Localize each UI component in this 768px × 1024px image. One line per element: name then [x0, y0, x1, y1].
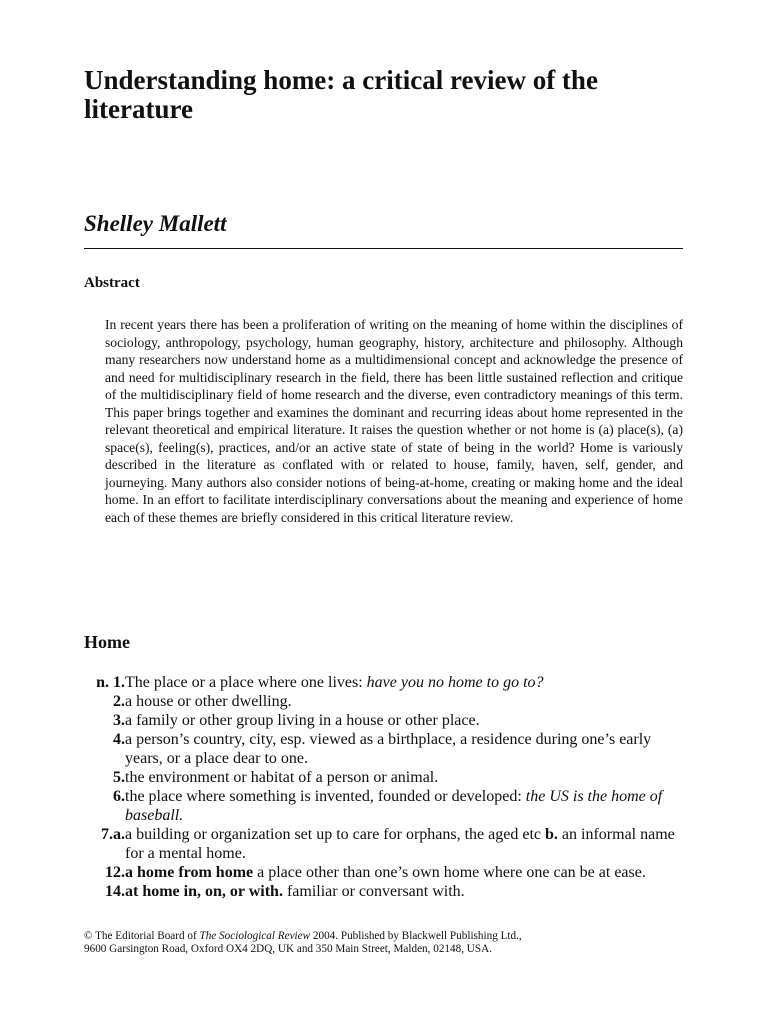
definition-body: a house or other dwelling.	[125, 693, 292, 710]
definition-body: familiar or conversant with.	[282, 883, 465, 900]
definition-item	[84, 787, 684, 825]
definition-list	[84, 673, 684, 901]
definition-text	[125, 692, 684, 711]
definition-number: 2.	[113, 693, 125, 710]
definition-body: the place where something is invented, founded or developed:	[125, 788, 526, 805]
definition-text	[125, 882, 684, 901]
definition-body: a person’s country, city, esp. viewed as a birthplace, a residence during one’s early years, or a place dear to one.	[125, 731, 652, 767]
definition-item	[84, 768, 684, 787]
definition-text	[125, 863, 684, 882]
section-heading-home: Home	[84, 632, 130, 652]
author-name: Shelley Mallett	[84, 211, 227, 236]
definition-text	[125, 768, 684, 787]
definition-text	[125, 730, 684, 768]
definition-example: the US is the home of baseball.	[125, 788, 663, 824]
article-title: Understanding home: a critical review of the literature	[84, 65, 598, 124]
copyright-prefix: © The Editorial Board of	[84, 930, 200, 942]
definition-example: have you no home to go to?	[366, 674, 544, 691]
definition-body: a building or organization set up to care for orphans, the aged etc	[125, 826, 546, 843]
definition-number: 14.	[105, 883, 125, 900]
copyright-footer	[84, 930, 704, 956]
title-divider	[84, 248, 683, 249]
definition-item	[84, 825, 684, 863]
definition-phrase: a home from home	[125, 864, 254, 881]
definition-text	[125, 825, 684, 863]
definition-phrase: at home in, on, or with.	[125, 883, 283, 900]
definition-body: the environment or habitat of a person or animal.	[125, 769, 439, 786]
abstract-text: In recent years there has been a proliferation of writing on the meaning of home within the disciplines of sociology, anthropology, psychology, human geography, history, architecture and philosophy. Although many researchers now understand home as a multidimensional concept and acknowledge the presence of and need for multidisciplinary research in the field, there has been little sustained reflection and critique of the multidisciplinary field of home research and the diverse, even contradictory meanings of this term. This paper brings together and examines the dominant and recurring ideas about home represented in the relevant theoretical and empirical literature. It raises the question whether or not home is (a) place(s), (a) space(s), feeling(s), practices, and/or an active state of state of being in the world? Home is variously described in the literature as conflated with or related to house, family, haven, self, gender, and journeying. Many authors also consider notions of being-at-home, creating or making home and the ideal home. In an effort to facilitate interdisciplinary conversations about the meaning and experience of home each of these themes are briefly considered in this critical literature review.	[105, 317, 683, 525]
definition-number: 4.	[113, 731, 125, 748]
definition-number: 7.a.	[101, 826, 125, 843]
definition-number: n. 1.	[96, 674, 125, 691]
abstract-heading: Abstract	[84, 275, 140, 291]
definition-item	[84, 882, 684, 901]
definition-number: 6.	[113, 788, 125, 805]
definition-number: 5.	[113, 769, 125, 786]
definition-item	[84, 673, 684, 692]
definition-item	[84, 692, 684, 711]
definition-number: 3.	[113, 712, 125, 729]
definition-body: a place other than one’s own home where one can be at ease.	[253, 864, 646, 881]
copyright-line-1	[84, 930, 704, 943]
definition-body: The place or a place where one lives:	[125, 674, 367, 691]
definition-item	[84, 730, 684, 768]
copyright-line-2: 9600 Garsington Road, Oxford OX4 2DQ, UK and 350 Main Street, Malden, 02148, USA.	[84, 943, 492, 955]
journal-name: The Sociological Review	[199, 930, 311, 942]
definition-item	[84, 863, 684, 882]
definition-number: 12.	[105, 864, 125, 881]
definition-body-cont: an informal name for a mental home.	[125, 826, 675, 862]
definition-body: a family or other group living in a house or other place.	[125, 712, 480, 729]
copyright-publisher: 2004. Published by Blackwell Publishing Ltd.,	[310, 930, 522, 942]
definition-text	[125, 673, 684, 692]
definition-subnumber: b.	[545, 826, 558, 843]
definition-item	[84, 711, 684, 730]
definition-text	[125, 711, 684, 730]
definition-text	[125, 787, 684, 825]
